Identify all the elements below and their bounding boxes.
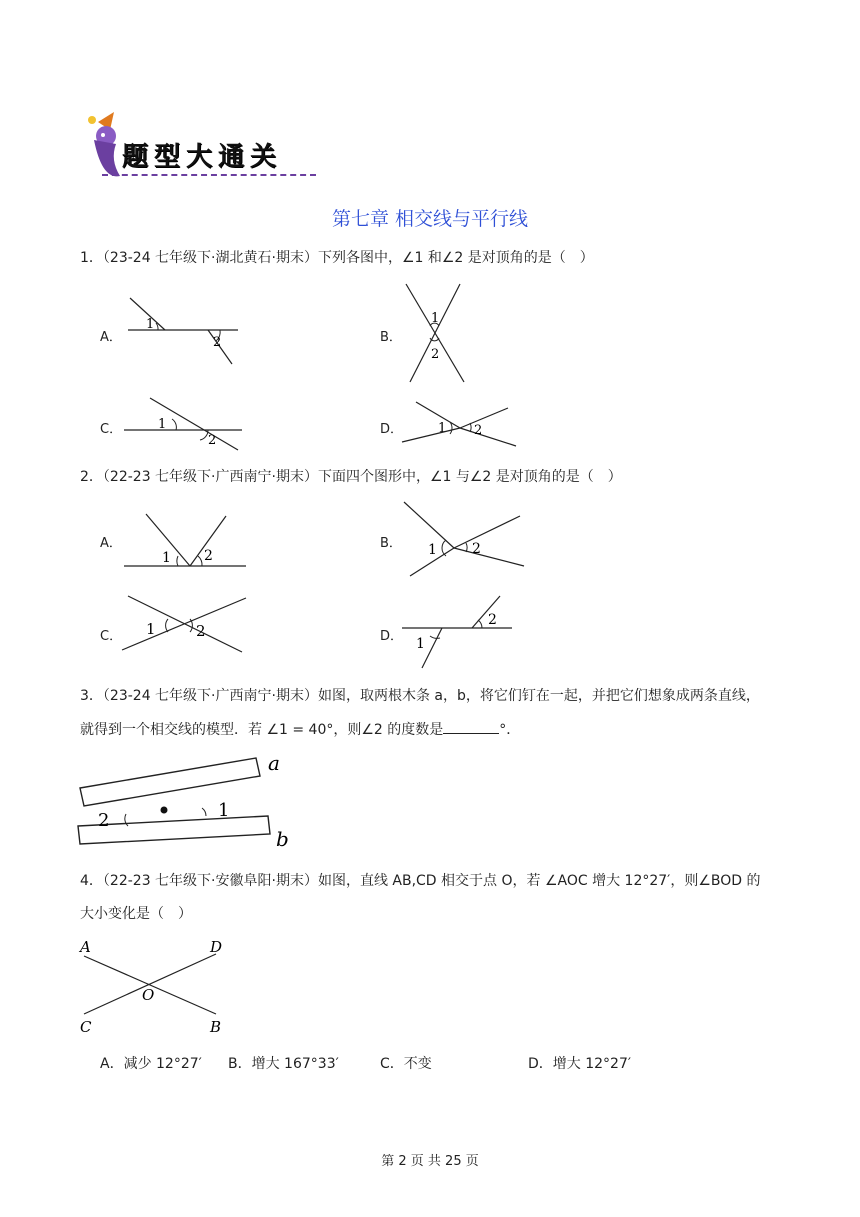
q2-figure-c <box>120 592 250 658</box>
section-banner <box>80 110 320 188</box>
q1-option-d-label: D． <box>380 422 404 437</box>
angle-2-label: 2 <box>474 423 483 438</box>
question-source: （23-24 七年级下·广西南宁·期末） <box>102 688 318 704</box>
point-o-label: O <box>142 986 155 1004</box>
q1-option-c-label: C． <box>100 422 123 437</box>
question-number: 1． <box>80 250 103 266</box>
q1-figure-d <box>400 396 520 452</box>
point-b-label: B <box>210 1018 222 1036</box>
question-number: 2． <box>80 469 103 485</box>
point-a-label: A <box>80 938 91 956</box>
angle-2-label: 2 <box>208 433 217 448</box>
angle-1-label: 1 <box>146 317 155 332</box>
question-source: （22-23 七年级下·广西南宁·期末） <box>102 469 318 485</box>
q4-choice-b: B．增大 167°33′ <box>228 1056 339 1072</box>
page-footer: 第 2 页 共 25 页 <box>381 1154 479 1169</box>
angle-1-label: 1 <box>218 800 230 821</box>
q2-option-a-label: A． <box>100 536 122 551</box>
point-c-label: C <box>80 1018 92 1036</box>
banner-title: 题型大通关 <box>122 142 283 172</box>
angle-2-label: 2 <box>98 810 110 831</box>
angle-2-label: 2 <box>196 622 206 640</box>
banner-divider <box>102 174 316 176</box>
q3-figure-wooden-strips <box>70 754 300 854</box>
angle-1-label: 1 <box>431 311 440 326</box>
q2-option-b-label: B． <box>380 536 402 551</box>
point-d-label: D <box>210 938 223 956</box>
angle-1-label: 1 <box>438 421 447 436</box>
angle-1-label: 1 <box>146 620 156 638</box>
answer-blank[interactable] <box>443 719 499 734</box>
question-text-line1: 如图，直线 AB,CD 相交于点 O，若 ∠AOC 增大 12°27′，则∠BOD 的 <box>317 873 761 889</box>
strip-a-label: a <box>268 754 280 775</box>
strip-b-label: b <box>276 827 289 851</box>
angle-2-label: 2 <box>204 548 213 564</box>
angle-2-label: 2 <box>488 612 497 628</box>
angle-1-label: 1 <box>158 417 167 432</box>
q1-option-b-label: B． <box>380 330 402 345</box>
question-source: （23-24 七年级下·湖北黄石·期末） <box>102 250 318 266</box>
q1-figure-c <box>120 392 250 456</box>
q4-figure-intersecting-lines <box>74 934 234 1038</box>
q1-figure-b <box>400 280 470 386</box>
question-2-stem <box>80 465 622 489</box>
question-4-stem <box>80 869 761 893</box>
q2-figure-b <box>400 496 530 580</box>
q1-figure-a <box>120 290 250 370</box>
angle-1-label: 1 <box>416 636 425 652</box>
question-text: 下面四个图形中，∠1 与∠2 是对顶角的是（ ） <box>317 469 622 485</box>
q4-choice-a: A．减少 12°27′ <box>100 1056 202 1072</box>
question-text: 下列各图中，∠1 和∠2 是对顶角的是（ ） <box>317 250 594 266</box>
angle-2-label: 2 <box>431 347 440 362</box>
question-number: 3． <box>80 688 103 704</box>
question-source: （22-23 七年级下·安徽阜阳·期末） <box>102 873 318 889</box>
angle-2-label: 2 <box>472 541 481 557</box>
question-1-stem <box>80 246 594 270</box>
q2-figure-d <box>400 590 516 670</box>
question-number: 4． <box>80 873 103 889</box>
question-3-stem-line2: 就得到一个相交线的模型．若 ∠1 = 40°，则∠2 的度数是 °． <box>80 718 520 742</box>
q2-option-d-label: D． <box>380 629 404 644</box>
q1-option-a-label: A． <box>100 330 122 345</box>
q2-figure-a <box>120 508 250 572</box>
q2-option-c-label: C． <box>100 629 123 644</box>
question-3-stem <box>80 684 760 708</box>
chapter-title: 第七章 相交线与平行线 <box>331 208 529 230</box>
q4-choice-d: D．增大 12°27′ <box>528 1056 632 1072</box>
q4-choice-c: C．不变 <box>380 1056 432 1072</box>
angle-1-label: 1 <box>428 542 437 558</box>
question-text-line1: 如图，取两根木条 a，b，将它们钉在一起，并把它们想象成两条直线， <box>317 688 760 704</box>
angle-2-label: 2 <box>213 335 222 350</box>
angle-1-label: 1 <box>162 550 171 566</box>
question-4-stem-line2: 大小变化是（ ） <box>80 906 192 922</box>
